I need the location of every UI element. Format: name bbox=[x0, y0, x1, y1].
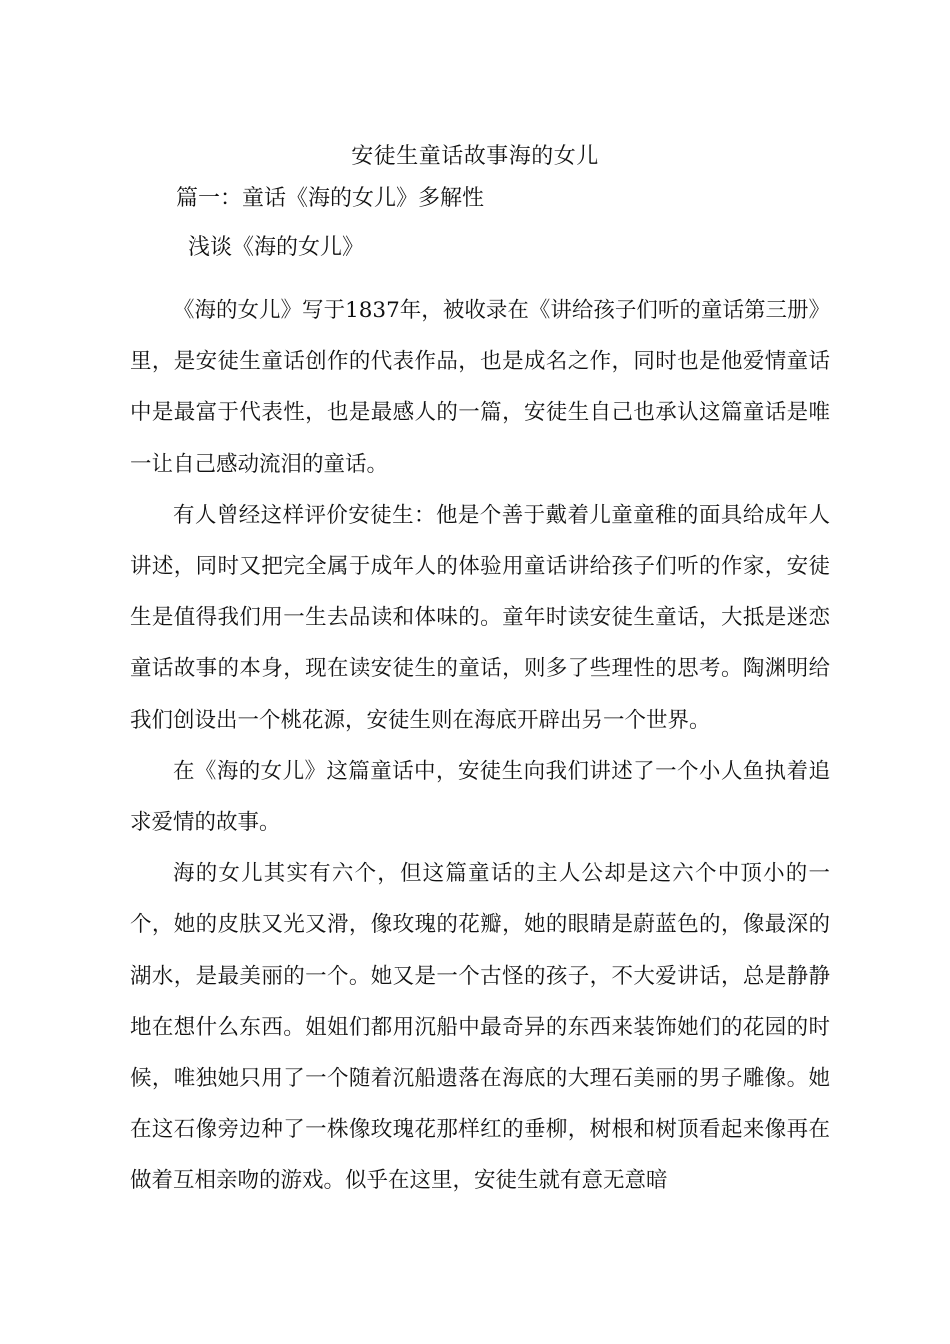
paragraph-2: 有人曾经这样评价安徒生：他是个善于戴着儿童童稚的面具给成年人讲述，同时又把完全属于成年人的体验用童话讲给孩子们听的作家，安徒生是值得我们用一生去品读和体味的。童年时读安徒生童话，大抵是迷恋童话故事的本身，现在读安徒生的童话，则多了些理性的思考。陶渊明给我们创设出一个桃花源，安徒生则在海底开辟出另一个世界。 bbox=[130, 502, 830, 733]
article-body bbox=[130, 285, 830, 1207]
article-heading: 浅谈《海的女儿》 bbox=[188, 235, 365, 260]
paragraph-3: 在《海的女儿》这篇童话中，安徒生向我们讲述了一个小人鱼执着追求爱情的故事。 bbox=[130, 758, 830, 836]
paragraph-4: 海的女儿其实有六个，但这篇童话的主人公却是这六个中顶小的一个，她的皮肤又光又滑，像玫瑰的花瓣，她的眼睛是蔚蓝色的，像最深的湖水，是最美丽的一个。她又是一个古怪的孩子，不大爱讲话，总是静静地在想什么东西。姐姐们都用沉船中最奇异的东西来装饰她们的花园的时候，唯独她只用了一个随着沉船遗落在海底的大理石美丽的男子雕像。她在这石像旁边种了一株像玫瑰花那样红的垂柳，树根和树顶看起来像再在做着互相亲吻的游戏。似乎在这里，安徒生就有意无意暗 bbox=[130, 861, 830, 1194]
section-heading: 篇一：童话《海的女儿》多解性 bbox=[176, 186, 485, 211]
document-title: 安徒生童话故事海的女儿 bbox=[351, 144, 599, 169]
paragraph-1: 《海的女儿》写于1837年，被收录在《讲给孩子们听的童话第三册》里，是安徒生童话创作的代表作品，也是成名之作，同时也是他爱情童话中是最富于代表性，也是最感人的一篇，安徒生自己也承认这篇童话是唯一让自己感动流泪的童话。 bbox=[130, 298, 830, 477]
